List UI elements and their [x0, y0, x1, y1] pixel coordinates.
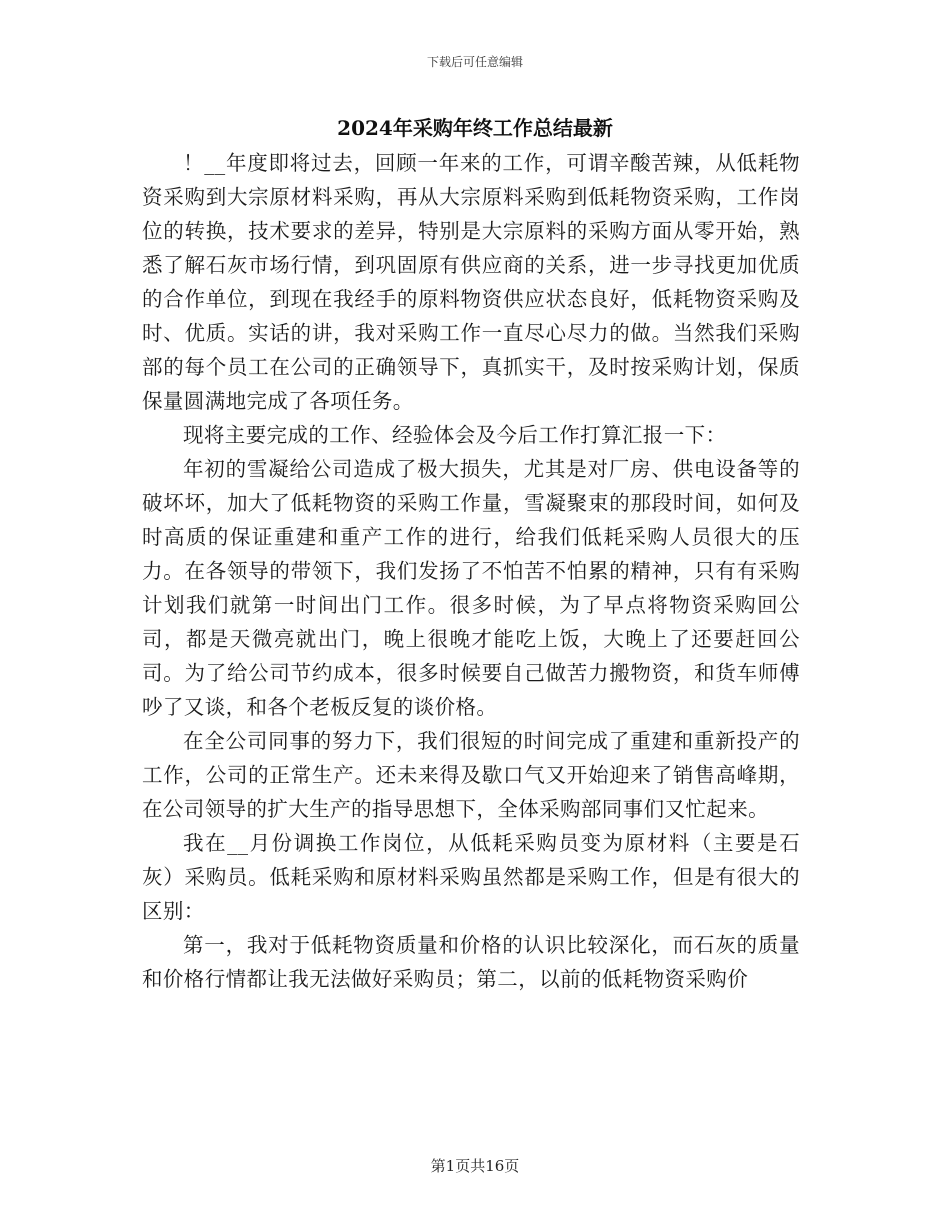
paragraph: 年初的雪凝给公司造成了极大损失，尤其是对厂房、供电设备等的破坏坏，加大了低耗物资的采购工作量，雪凝聚束的那段时间，如何及时高质的保证重建和重产工作的进行，给我们低耗采购人员很大的压力。在各领导的带领下，我们发扬了不怕苦不怕累的精神，只有有采购计划我们就第一时间出门工作。很多时候，为了早点将物资采购回公司，都是天微亮就出门，晚上很晚才能吃上饭，大晚上了还要赶回公司。为了给公司节约成本，很多时候要自己做苦力搬物资，和货车师傅吵了又谈，和各个老板反复的谈价格。: [142, 457, 800, 719]
paragraph: ！__年度即将过去，回顾一年来的工作，可谓辛酸苦辣，从低耗物资采购到大宗原材料采购，再从大宗原料采购到低耗物资采购，工作岗位的转换，技术要求的差异，特别是大宗原料的采购方面从零开始，熟悉了解石灰市场行情，到巩固原有供应商的关系，进一步寻找更加优质的合作单位，到现在我经手的原料物资供应状态良好，低耗物资采购及时、优质。实话的讲，我对采购工作一直尽心尽力的做。当然我们采购部的每个员工在公司的正确领导下，真抓实干，及时按采购计划，保质保量圆满地完成了各项任务。: [142, 151, 800, 413]
paragraph: 第一，我对于低耗物资质量和价格的认识比较深化，而石灰的质量和价格行情都让我无法做好采购员；第二，以前的低耗物资采购价: [142, 933, 800, 991]
paragraph: 现将主要完成的工作、经验体会及今后工作打算汇报一下：: [183, 423, 727, 447]
page-number: 第1页共16页: [430, 1157, 520, 1175]
header-note: 下载后可任意编辑: [426, 55, 523, 69]
document-title: 2024年采购年终工作总结最新: [337, 116, 613, 140]
paragraph: 我在__月份调换工作岗位，从低耗采购员变为原材料（主要是石灰）采购员。低耗采购和原材料采购虽然都是采购工作，但是有很大的区别：: [142, 831, 800, 923]
document-body: [142, 146, 800, 996]
paragraph: 在全公司同事的努力下，我们很短的时间完成了重建和重新投产的工作，公司的正常生产。还未来得及歇口气又开始迎来了销售高峰期，在公司领导的扩大生产的指导思想下，全体采购部同事们又忙起来。: [142, 729, 800, 821]
